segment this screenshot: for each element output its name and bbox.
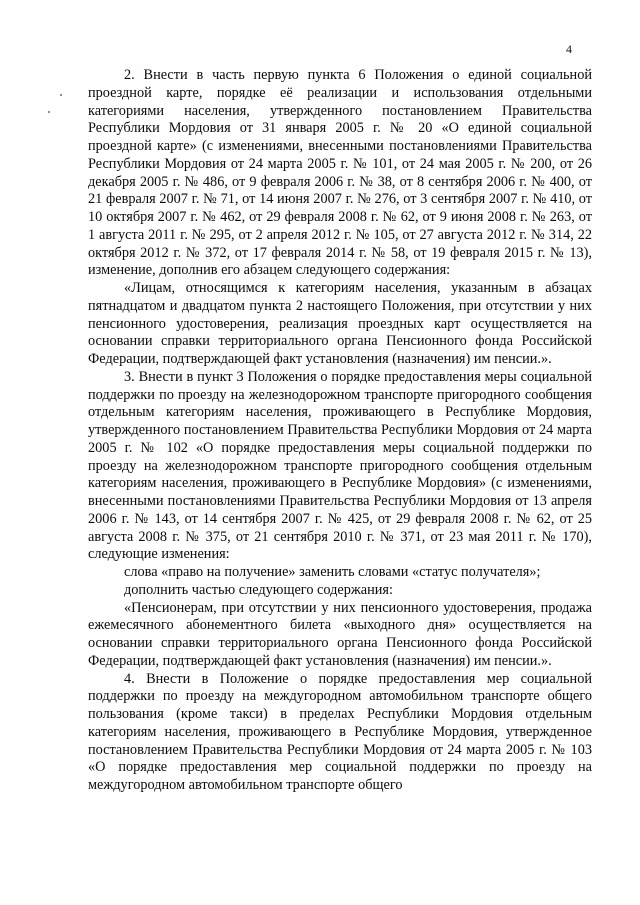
paragraph-item-2: 2. Внести в часть первую пункта 6 Положения о единой социальной проездной карте, порядке её реализации и использования отдельными категориями населения, утвержденного постановлением Правительства Республики Мордовия от 31 января 2005 г. № 20 «О единой социальной проездной карте» (с изменениями, внесенными постановлениями Правительства Республики Мордовия от 24 марта 2005 г. № 101, от 24 мая 2005 г. № 200, от 26 декабря 2005 г. № 486, от 9 февраля 2006 г. № 38, от 8 сентября 2006 г. № 400, от 21 февраля 2007 г. № 71, от 14 июня 2007 г. № 276, от 3 сентября 2007 г. № 410, от 10 октября 2007 г. № 462, от 29 февраля 2008 г. № 62, от 9 июня 2008 г. № 263, от 1 августа 2011 г. № 295, от 2 апреля 2012 г. № 105, от 27 августа 2012 г. № 314, 22 октября 2012 г. № 372, от 17 февраля 2014 г. № 58, от 19 февраля 2015 г. № 13), изменение, дополнив его абзацем следующего содержания: — [88, 67, 592, 279]
scan-speck — [48, 111, 50, 113]
page-number: 4 — [566, 42, 572, 56]
paragraph-quote-pensioners: «Пенсионерам, при отсутствии у них пенсионного удостоверения, продажа ежемесячного абонементного билета «выходного дня» осуществляется на основании справки территориального органа Пенсионного фонда Российской Федерации, подтверждающей факт установления (назначения) им пенсии.». — [88, 599, 592, 669]
paragraph-add-part: дополнить частью следующего содержания: — [124, 581, 393, 598]
paragraph-item-3: 3. Внести в пункт 3 Положения о порядке предоставления меры социальной поддержки по проезду на железнодорожном транспорте пригородного сообщения отдельным категориям населения, проживающего в Республике Мордовия, утвержденного постановлением Правительства Республики Мордовия от 24 марта 2005 г. № 102 «О порядке предоставления меры социальной поддержки по проезду на железнодорожном транспорте пригородного сообщения отдельным категориям населения, проживающего в Республике Мордовия» (с изменениями, внесенными постановлениями Правительства Республики Мордовия от 13 апреля 2006 г. № 143, от 14 сентября 2007 г. № 425, от 29 февраля 2008 г. № 62, от 25 августа 2008 г. № 375, от 21 сентября 2010 г. № 371, от 23 мая 2011 г. № 170), следующие изменения: — [88, 368, 592, 563]
paragraph-quote-pension-cards: «Лицам, относящимся к категориям населения, указанным в абзацах пятнадцатом и двадцатом пункта 2 настоящего Положения, при отсутствии у них пенсионного удостоверения, реализация проездных карт осуществляется на основании справки территориального органа Пенсионного фонда Российской Федерации, подтверждающей факт установления (назначения) им пенсии.». — [88, 280, 592, 367]
body-text — [88, 67, 592, 795]
scan-speck — [60, 94, 62, 96]
paragraph-replace-words: слова «право на получение» заменить словами «статус получателя»; — [124, 564, 541, 580]
paragraph-item-4: 4. Внести в Положение о порядке предоставления мер социальной поддержки по проезду на междугородном автомобильном транспорте общего пользования (кроме такси) в пределах Республики Мордовия отдельным категориям населения, проживающего в Республике Мордовия, утвержденное постановлением Правительства Республики Мордовия от 24 марта 2005 г. № 103 «О порядке предоставления мер социальной поддержки по проезду на междугородном автомобильном транспорте общего — [88, 670, 592, 793]
